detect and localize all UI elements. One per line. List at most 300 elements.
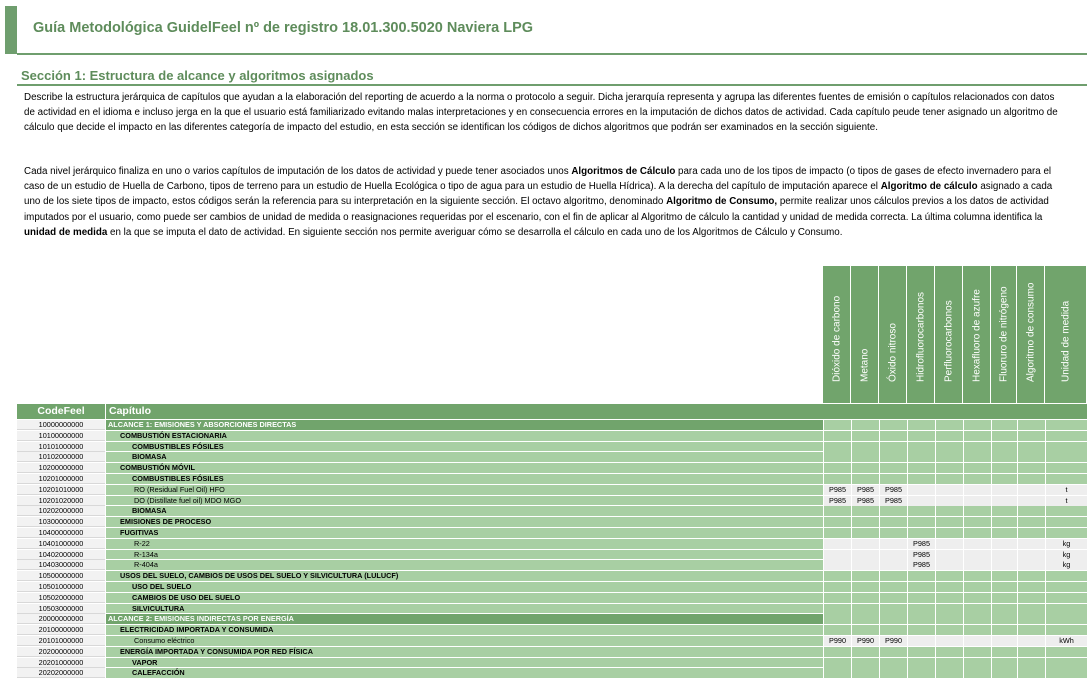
row-code: 10402000000 <box>17 550 105 560</box>
value-cell <box>907 452 935 462</box>
value-cell <box>823 571 851 581</box>
value-cell <box>991 614 1017 624</box>
value-cell <box>851 517 879 527</box>
document-header <box>0 0 1092 56</box>
value-cell <box>935 550 963 560</box>
paragraph-bold: unidad de medida <box>24 226 108 238</box>
table-row <box>17 420 1087 431</box>
value-cell <box>851 560 879 570</box>
row-code: 10502000000 <box>17 593 105 603</box>
row-chapter: BIOMASA <box>106 452 823 463</box>
row-chapter: COMBUSTIBLES FÓSILES <box>106 442 823 453</box>
row-code: 10102000000 <box>17 452 105 462</box>
value-cell <box>907 658 935 668</box>
row-chapter: COMBUSTIÓN ESTACIONARIA <box>106 431 823 442</box>
value-cell <box>963 496 991 506</box>
impact-column-header <box>963 266 991 403</box>
value-cell <box>879 539 907 549</box>
value-cell <box>991 636 1017 646</box>
value-cell <box>823 474 851 484</box>
value-cell <box>907 647 935 657</box>
table-row <box>17 647 1087 658</box>
value-cell <box>1017 550 1045 560</box>
table-row <box>17 604 1087 615</box>
value-cell <box>1045 604 1087 614</box>
table-row <box>17 539 1087 550</box>
row-code: 20202000000 <box>17 668 105 678</box>
row-chapter: EMISIONES DE PROCESO <box>106 517 823 528</box>
row-code: 10101000000 <box>17 442 105 452</box>
value-cell <box>823 442 851 452</box>
impact-column-label: Fluoruro de nitrógeno <box>998 286 1009 382</box>
value-cell <box>851 452 879 462</box>
value-cell <box>823 614 851 624</box>
value-cell <box>963 614 991 624</box>
table-row <box>17 560 1087 571</box>
value-cell <box>851 604 879 614</box>
impact-column-label: Hidrofluorocarbonos <box>915 291 926 382</box>
value-cell <box>1045 474 1087 484</box>
value-cell <box>935 474 963 484</box>
value-cell <box>1017 452 1045 462</box>
value-cell <box>879 431 907 441</box>
value-cell: kg <box>1045 550 1087 560</box>
value-cell <box>879 668 907 678</box>
value-cell <box>907 528 935 538</box>
value-cell <box>907 506 935 516</box>
value-cell: P990 <box>823 636 851 646</box>
value-cell <box>963 528 991 538</box>
value-cell <box>823 528 851 538</box>
row-chapter: R-22 <box>106 539 823 550</box>
value-cell <box>823 560 851 570</box>
value-cell <box>879 625 907 635</box>
value-cell <box>879 528 907 538</box>
value-cell <box>1017 582 1045 592</box>
value-cell <box>879 474 907 484</box>
value-cell <box>879 614 907 624</box>
value-cell <box>963 506 991 516</box>
value-cell <box>907 571 935 581</box>
value-cell <box>879 582 907 592</box>
table-row <box>17 517 1087 528</box>
impact-column-header <box>823 266 851 403</box>
table-row <box>17 614 1087 625</box>
value-cell <box>1045 625 1087 635</box>
row-chapter: SILVICULTURA <box>106 604 823 615</box>
value-cell <box>907 420 935 430</box>
row-chapter: R-404a <box>106 560 823 571</box>
value-cell <box>963 636 991 646</box>
value-cell <box>935 431 963 441</box>
table-row <box>17 636 1087 647</box>
value-cell <box>963 647 991 657</box>
row-chapter: R-134a <box>106 550 823 561</box>
value-cell <box>963 539 991 549</box>
row-chapter: DO (Distillate fuel oil) MDO MGO <box>106 496 823 507</box>
value-cell <box>935 496 963 506</box>
value-cell <box>879 647 907 657</box>
value-cell: P985 <box>907 539 935 549</box>
paragraph-text: en la que se imputa el dato de actividad. En siguiente sección nos permite averiguar cómo se desarrolla el cálculo en cada uno de los Algoritmos de Cálculo y Consumo. <box>107 226 843 238</box>
value-cell <box>1017 647 1045 657</box>
row-code: 10201000000 <box>17 474 105 484</box>
value-cell <box>879 604 907 614</box>
value-cell: P985 <box>907 560 935 570</box>
value-cell <box>1017 485 1045 495</box>
value-cell <box>935 506 963 516</box>
row-chapter: VAPOR <box>106 658 823 669</box>
value-cell: P985 <box>907 550 935 560</box>
algorithms-paragraph <box>24 164 1064 240</box>
value-cell: P985 <box>879 485 907 495</box>
value-cell <box>1045 658 1087 668</box>
value-cell <box>1017 668 1045 678</box>
value-cell <box>1017 614 1045 624</box>
value-cell <box>991 560 1017 570</box>
impact-column-label: Óxido nitroso <box>887 323 898 382</box>
section-rule <box>17 84 1087 86</box>
value-cell <box>1045 582 1087 592</box>
value-cell <box>851 614 879 624</box>
value-cell: kg <box>1045 539 1087 549</box>
row-chapter: CALEFACCIÓN <box>106 668 823 679</box>
impact-column-label: Algoritmo de consumo <box>1025 282 1036 382</box>
row-code: 10501000000 <box>17 582 105 592</box>
value-cell <box>991 550 1017 560</box>
impact-column-label: Dióxido de carbono <box>831 295 842 382</box>
section-title: Sección 1: Estructura de alcance y algoritmos asignados <box>21 68 374 83</box>
header-rule <box>17 53 1087 55</box>
value-cell <box>935 442 963 452</box>
value-cell <box>879 517 907 527</box>
value-cell <box>823 625 851 635</box>
intro-paragraph: Describe la estructura jerárquica de capítulos que ayudan a la elaboración del reporting de acuerdo a la norma o protocolo a seguir. Dicha jerarquía representa y agrupa las diferentes fuentes de emisión o capítulos relacionados con datos de actividad en el idioma e incluso jerga en la que el usuario está familiarizado evitando malas interpretaciones y en consecuencia errores en la imputación de dichos datos de actividad. Cada capítulo peude tener asignado un algoritmo de cálculo que decide el impacto en las diferentes categoría de impacto del estudio, en esta sección se identifican los códigos de dichos algoritmos que podrán ser examinados en la sección siguiente. <box>24 92 1058 134</box>
value-cell <box>991 442 1017 452</box>
value-cell <box>851 431 879 441</box>
row-code: 10100000000 <box>17 431 105 441</box>
row-code: 20200000000 <box>17 647 105 657</box>
value-cell <box>991 474 1017 484</box>
table-row <box>17 593 1087 604</box>
row-chapter: ELECTRICIDAD IMPORTADA Y CONSUMIDA <box>106 625 823 636</box>
row-chapter: ALCANCE 2: EMISIONES INDIRECTAS POR ENERGÍA <box>106 614 823 625</box>
value-cell <box>1017 604 1045 614</box>
value-cell <box>1017 431 1045 441</box>
value-cell <box>907 625 935 635</box>
value-cell <box>963 582 991 592</box>
row-code: 10401000000 <box>17 539 105 549</box>
value-cell <box>991 485 1017 495</box>
value-cell <box>1045 420 1087 430</box>
row-chapter: FUGITIVAS <box>106 528 823 539</box>
value-cell: P990 <box>879 636 907 646</box>
paragraph-text: para cada uno de los tipos de impacto (o tipos de gases de efecto invernadero para el caso de un estudio de Huella de Carbono, tipos de terreno para un estudio de Huella Ecológica o tipo de agua para un estudio de Huella Hídrica). A la derecha del capítulo de imputación aparece el <box>24 166 1052 193</box>
value-cell <box>963 593 991 603</box>
table-row <box>17 668 1087 679</box>
value-cell <box>907 636 935 646</box>
impact-column-header <box>1017 266 1045 403</box>
value-cell <box>851 582 879 592</box>
value-cell <box>991 539 1017 549</box>
value-cell <box>823 506 851 516</box>
code-column-header: CodeFeel <box>17 404 105 419</box>
value-cell: t <box>1045 496 1087 506</box>
value-cell <box>823 668 851 678</box>
row-code: 10403000000 <box>17 560 105 570</box>
row-chapter: RO (Residual Fuel Oil) HFO <box>106 485 823 496</box>
row-code: 10000000000 <box>17 420 105 430</box>
value-cell <box>823 431 851 441</box>
value-cell <box>851 593 879 603</box>
value-cell: t <box>1045 485 1087 495</box>
value-cell <box>935 485 963 495</box>
value-cell <box>963 463 991 473</box>
value-cell <box>851 668 879 678</box>
value-cell <box>1045 517 1087 527</box>
row-code: 10503000000 <box>17 604 105 614</box>
value-cell <box>1017 658 1045 668</box>
value-cell <box>1017 506 1045 516</box>
paragraph-text: asignado a cada uno de los siete tipos de impacto, estos códigos serán la referencia para su interpretación en la siguiente sección. El octavo algoritmo, denominado <box>24 181 1053 208</box>
value-cell <box>823 604 851 614</box>
value-cell <box>851 506 879 516</box>
impact-column-label: Metano <box>859 348 870 382</box>
value-cell <box>991 517 1017 527</box>
value-cell <box>879 571 907 581</box>
value-cell <box>907 474 935 484</box>
value-cell <box>935 539 963 549</box>
value-cell <box>935 647 963 657</box>
value-cell: P985 <box>851 485 879 495</box>
value-cell <box>935 528 963 538</box>
value-cell <box>935 420 963 430</box>
value-cell <box>1017 420 1045 430</box>
value-cell <box>823 539 851 549</box>
value-cell <box>1045 614 1087 624</box>
value-cell <box>1045 442 1087 452</box>
value-cell <box>879 442 907 452</box>
value-cell <box>991 496 1017 506</box>
value-cell <box>991 528 1017 538</box>
table-row <box>17 506 1087 517</box>
value-cell <box>907 442 935 452</box>
value-cell <box>1017 442 1045 452</box>
value-cell: P985 <box>823 485 851 495</box>
value-cell <box>963 560 991 570</box>
value-cell <box>851 647 879 657</box>
value-cell <box>823 420 851 430</box>
value-cell <box>851 420 879 430</box>
row-chapter: COMBUSTIBLES FÓSILES <box>106 474 823 485</box>
value-cell <box>1017 528 1045 538</box>
value-cell <box>907 582 935 592</box>
value-cell <box>991 582 1017 592</box>
value-cell <box>963 550 991 560</box>
row-code: 10200000000 <box>17 463 105 473</box>
value-cell <box>851 528 879 538</box>
value-cell <box>1045 593 1087 603</box>
row-code: 20201000000 <box>17 658 105 668</box>
row-chapter: ENERGÍA IMPORTADA Y CONSUMIDA POR RED FÍSICA <box>106 647 823 658</box>
value-cell <box>879 452 907 462</box>
value-cell <box>963 452 991 462</box>
value-cell <box>991 420 1017 430</box>
paragraph-text: permite realizar unos cálculos previos a los datos de actividad imputados por el usuario, como puede ser cambios de unidad de medida o reasignaciones requeridas por el escenario, con el fin de aplicar al Algoritmo de cálculo la cantidad y unidad de medida correcta. La última columna identifica la <box>24 196 1049 223</box>
value-cell <box>1017 560 1045 570</box>
value-cell <box>907 517 935 527</box>
value-cell <box>907 668 935 678</box>
value-cell <box>963 658 991 668</box>
value-cell <box>823 658 851 668</box>
row-chapter: USO DEL SUELO <box>106 582 823 593</box>
table-row <box>17 431 1087 442</box>
row-code: 10201010000 <box>17 485 105 495</box>
value-cell: P985 <box>823 496 851 506</box>
value-cell: kg <box>1045 560 1087 570</box>
table-row <box>17 528 1087 539</box>
value-cell <box>851 625 879 635</box>
value-cell <box>851 463 879 473</box>
value-cell <box>879 593 907 603</box>
value-cell <box>991 604 1017 614</box>
value-cell <box>851 474 879 484</box>
row-code: 10201020000 <box>17 496 105 506</box>
value-cell <box>963 431 991 441</box>
paragraph-text: Cada nivel jerárquico finaliza en uno o varios capítulos de imputación de los datos de actividad y puede tener asociados unos <box>24 166 572 177</box>
paragraph-bold: Algoritmo de cálculo <box>880 181 978 193</box>
value-cell <box>963 668 991 678</box>
value-cell <box>1045 571 1087 581</box>
value-cell <box>879 420 907 430</box>
value-cell <box>907 463 935 473</box>
value-cell <box>879 560 907 570</box>
values-header-band <box>823 404 1087 419</box>
value-cell <box>935 463 963 473</box>
value-cell: P985 <box>879 496 907 506</box>
value-cell <box>1045 463 1087 473</box>
value-cell <box>879 550 907 560</box>
value-cell <box>1017 463 1045 473</box>
value-cell <box>935 614 963 624</box>
header-accent-bar <box>5 6 17 54</box>
value-cell <box>907 593 935 603</box>
value-cell <box>823 517 851 527</box>
value-cell <box>1017 474 1045 484</box>
paragraph-bold: Algoritmos de Cálculo <box>571 166 676 177</box>
value-cell <box>935 604 963 614</box>
value-cell <box>1017 539 1045 549</box>
value-cell <box>963 442 991 452</box>
value-cell <box>1045 506 1087 516</box>
row-code: 20101000000 <box>17 636 105 646</box>
value-cell <box>935 668 963 678</box>
table-row <box>17 550 1087 561</box>
value-cell <box>963 604 991 614</box>
value-cell <box>991 452 1017 462</box>
value-cell <box>963 474 991 484</box>
row-code: 10300000000 <box>17 517 105 527</box>
chapter-table <box>17 420 1087 679</box>
value-cell <box>851 571 879 581</box>
value-cell <box>991 463 1017 473</box>
table-row <box>17 496 1087 507</box>
table-row <box>17 463 1087 474</box>
value-cell <box>907 496 935 506</box>
value-cell <box>851 550 879 560</box>
value-cell <box>823 463 851 473</box>
value-cell <box>935 452 963 462</box>
impact-column-label: Unidad de medida <box>1060 300 1071 382</box>
value-cell <box>879 506 907 516</box>
value-cell <box>823 647 851 657</box>
value-cell <box>963 571 991 581</box>
value-cell <box>991 593 1017 603</box>
row-code: 20100000000 <box>17 625 105 635</box>
value-cell <box>991 647 1017 657</box>
value-cell <box>935 582 963 592</box>
table-row <box>17 582 1087 593</box>
chapter-column-header: Capítulo <box>106 404 823 419</box>
value-cell <box>1045 452 1087 462</box>
value-cell <box>1045 528 1087 538</box>
value-cell <box>879 463 907 473</box>
row-code: 10400000000 <box>17 528 105 538</box>
document-title: Guía Metodológica GuidelFeel nº de registro 18.01.300.5020 Naviera LPG <box>33 20 534 36</box>
value-cell <box>907 485 935 495</box>
table-row <box>17 571 1087 582</box>
row-code: 10500000000 <box>17 571 105 581</box>
value-cell <box>851 442 879 452</box>
value-cell <box>991 658 1017 668</box>
table-row <box>17 452 1087 463</box>
table-row <box>17 485 1087 496</box>
value-cell: P990 <box>851 636 879 646</box>
impact-column-label: Perfluorocarbonos <box>943 300 954 382</box>
value-cell <box>991 431 1017 441</box>
value-cell <box>935 636 963 646</box>
row-code: 20000000000 <box>17 614 105 624</box>
value-cell <box>963 420 991 430</box>
value-cell <box>851 539 879 549</box>
value-cell <box>963 517 991 527</box>
row-code: 10202000000 <box>17 506 105 516</box>
value-cell <box>935 571 963 581</box>
value-cell <box>879 658 907 668</box>
impact-column-header <box>851 266 879 403</box>
impact-column-header <box>907 266 935 403</box>
value-cell <box>907 614 935 624</box>
impact-column-header <box>1045 266 1087 403</box>
value-cell <box>1045 647 1087 657</box>
value-cell <box>935 658 963 668</box>
value-cell <box>823 582 851 592</box>
value-cell <box>935 625 963 635</box>
impact-column-header <box>935 266 963 403</box>
impact-column-header <box>991 266 1017 403</box>
value-cell <box>823 452 851 462</box>
value-cell: P985 <box>851 496 879 506</box>
value-cell <box>935 593 963 603</box>
row-chapter: Consumo eléctrico <box>106 636 823 647</box>
value-cell <box>851 658 879 668</box>
row-chapter: BIOMASA <box>106 506 823 517</box>
value-cell <box>1017 625 1045 635</box>
row-chapter: CAMBIOS DE USO DEL SUELO <box>106 593 823 604</box>
value-cell <box>935 517 963 527</box>
value-cell: kWh <box>1045 636 1087 646</box>
value-cell <box>991 506 1017 516</box>
